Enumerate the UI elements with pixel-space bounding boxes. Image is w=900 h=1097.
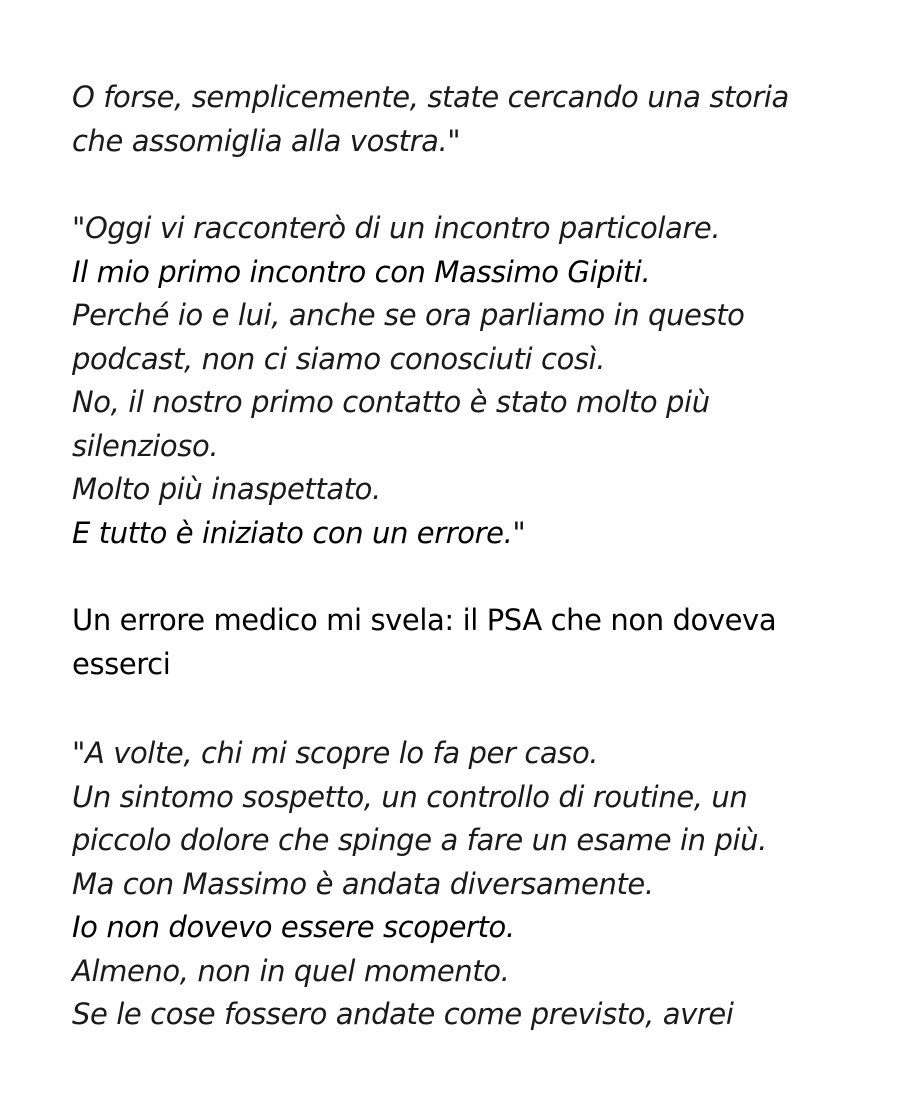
text-line: podcast, non ci siamo conosciuti così.: [72, 341, 606, 376]
heading-line: esserci: [72, 646, 171, 681]
emphasized-line: Io non dovevo essere scoperto.: [72, 910, 515, 944]
text-line: No, il nostro primo contatto è stato molto più: [72, 385, 710, 419]
text-line: Perché io e lui, anche se ora parliamo in questo: [72, 298, 745, 332]
emphasized-line: Il mio primo incontro con Massimo Gipiti.: [72, 254, 651, 289]
heading-line: Un errore medico mi svela: il PSA che non doveva: [72, 603, 777, 637]
document-page: [72, 76, 862, 1037]
text-line: silenzioso.: [72, 428, 219, 463]
paragraph-spacer: [72, 163, 862, 207]
text-line: Almeno, non in quel momento.: [72, 953, 510, 988]
paragraph-intro: [72, 76, 862, 163]
closing-quote: ": [512, 515, 526, 550]
text-line: "A volte, chi mi scopre lo fa per caso.: [72, 736, 599, 770]
text-line: "Oggi vi racconterò di un incontro particolare.: [72, 211, 721, 245]
section-heading: [72, 599, 862, 686]
text-line: Se le cose fossero andate come previsto, avrei: [72, 997, 734, 1031]
paragraph-spacer: [72, 555, 862, 599]
text-line: piccolo dolore che spinge a fare un esame in più.: [72, 823, 767, 857]
text-line: O forse, semplicemente, state cercando una storia: [72, 80, 789, 114]
text-line: che assomiglia alla vostra.": [72, 123, 461, 158]
text-line: Molto più inaspettato.: [72, 472, 381, 506]
emphasized-text: E tutto è iniziato con un errore.: [72, 515, 513, 550]
text-line-mixed: [72, 512, 862, 556]
paragraph-first-meeting: [72, 207, 862, 555]
paragraph-spacer: [72, 686, 862, 732]
text-line: Ma con Massimo è andata diversamente.: [72, 866, 654, 901]
paragraph-discovery: [72, 732, 862, 1037]
text-line: Un sintomo sospetto, un controllo di routine, un: [72, 779, 748, 814]
